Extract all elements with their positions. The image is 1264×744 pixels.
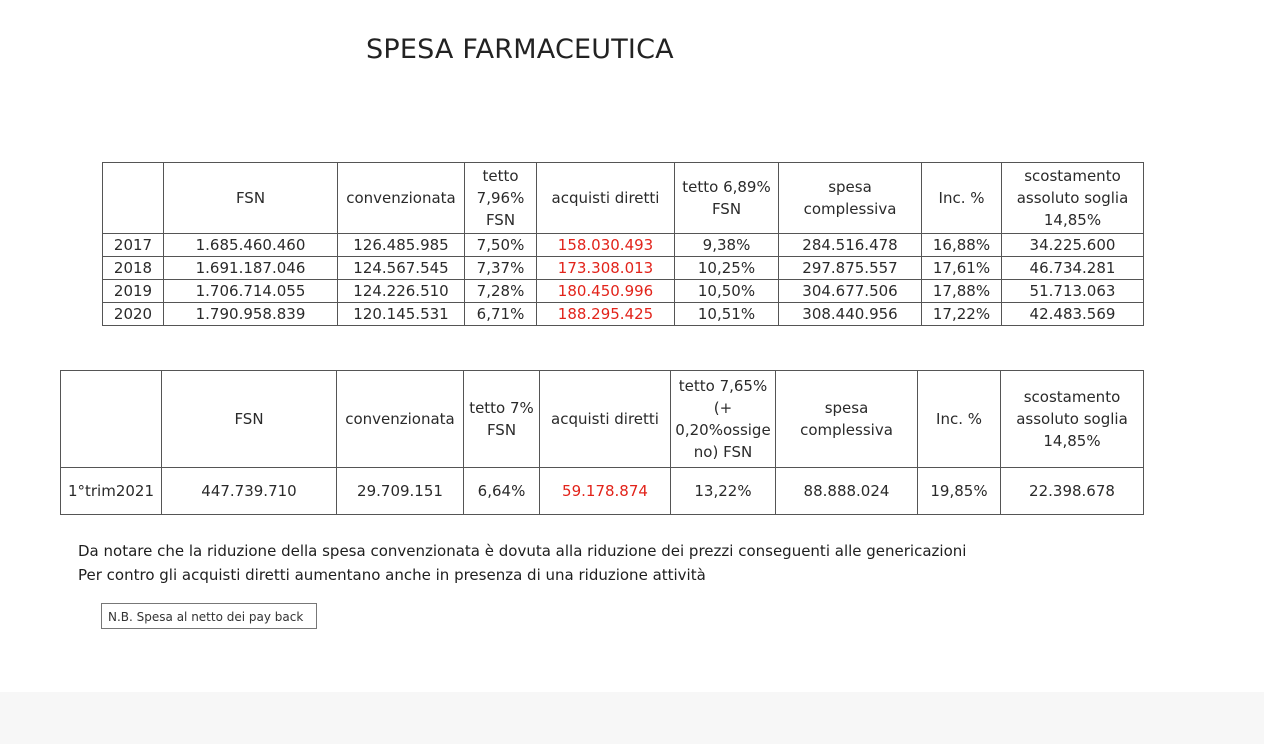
- cell-inc: 17,22%: [922, 303, 1002, 326]
- table-header-row: [103, 163, 1144, 234]
- cell-tetto-diretti: 9,38%: [675, 234, 779, 257]
- cell-tetto: 7,28%: [465, 280, 537, 303]
- header-cell-scostamento: scostamento assoluto soglia 14,85%: [1002, 163, 1144, 234]
- cell-spesa-complessiva: 304.677.506: [779, 280, 922, 303]
- cell-scostamento: 46.734.281: [1002, 257, 1144, 280]
- header-cell-tetto: tetto 7% FSN: [464, 371, 540, 468]
- cell-convenzionata: 124.226.510: [338, 280, 465, 303]
- cell-spesa-complessiva: 297.875.557: [779, 257, 922, 280]
- header-cell-acquisti-diretti: acquisti diretti: [540, 371, 671, 468]
- cell-year: 2017: [103, 234, 164, 257]
- pharma-spending-table-q1-2021: [60, 370, 1144, 515]
- header-cell-fsn: FSN: [164, 163, 338, 234]
- cell-inc: 17,61%: [922, 257, 1002, 280]
- header-cell-scostamento: scostamento assoluto soglia 14,85%: [1001, 371, 1144, 468]
- cell-tetto: 7,37%: [465, 257, 537, 280]
- cell-acquisti-diretti: 188.295.425: [537, 303, 675, 326]
- cell-inc: 16,88%: [922, 234, 1002, 257]
- cell-fsn: 1.706.714.055: [164, 280, 338, 303]
- table-row: [61, 468, 1144, 515]
- cell-tetto: 7,50%: [465, 234, 537, 257]
- cell-spesa-complessiva: 88.888.024: [776, 468, 918, 515]
- cell-acquisti-diretti: 180.450.996: [537, 280, 675, 303]
- pharma-spending-table-2017-2020: [102, 162, 1144, 326]
- header-cell-period: [61, 371, 162, 468]
- header-cell-fsn: FSN: [162, 371, 337, 468]
- cell-spesa-complessiva: 284.516.478: [779, 234, 922, 257]
- page-title: SPESA FARMACEUTICA: [366, 34, 674, 65]
- cell-tetto-diretti: 10,50%: [675, 280, 779, 303]
- header-cell-convenzionata: convenzionata: [338, 163, 465, 234]
- cell-fsn: 447.739.710: [162, 468, 337, 515]
- header-cell-year: [103, 163, 164, 234]
- header-cell-tetto-diretti: tetto 7,65%(+ 0,20%ossige no) FSN: [671, 371, 776, 468]
- header-cell-tetto: tetto 7,96% FSN: [465, 163, 537, 234]
- header-cell-tetto-diretti: tetto 6,89% FSN: [675, 163, 779, 234]
- cell-tetto: 6,71%: [465, 303, 537, 326]
- cell-acquisti-diretti: 59.178.874: [540, 468, 671, 515]
- cell-acquisti-diretti: 158.030.493: [537, 234, 675, 257]
- header-cell-spesa-complessiva: spesa complessiva: [779, 163, 922, 234]
- cell-year: 2019: [103, 280, 164, 303]
- cell-year: 2020: [103, 303, 164, 326]
- note-text: Da notare che la riduzione della spesa convenzionata è dovuta alla riduzione dei prezzi conseguenti alle genericazioni: [78, 542, 967, 560]
- header-cell-convenzionata: convenzionata: [337, 371, 464, 468]
- table-header-row: [61, 371, 1144, 468]
- cell-acquisti-diretti: 173.308.013: [537, 257, 675, 280]
- footnote-box: N.B. Spesa al netto dei pay back: [101, 603, 317, 629]
- table-row: [103, 280, 1144, 303]
- cell-fsn: 1.691.187.046: [164, 257, 338, 280]
- cell-fsn: 1.790.958.839: [164, 303, 338, 326]
- bottom-band: [0, 692, 1264, 744]
- header-cell-inc: Inc. %: [918, 371, 1001, 468]
- cell-convenzionata: 120.145.531: [338, 303, 465, 326]
- cell-convenzionata: 124.567.545: [338, 257, 465, 280]
- cell-year: 2018: [103, 257, 164, 280]
- cell-tetto-diretti: 13,22%: [671, 468, 776, 515]
- table-row: [103, 303, 1144, 326]
- cell-fsn: 1.685.460.460: [164, 234, 338, 257]
- cell-spesa-complessiva: 308.440.956: [779, 303, 922, 326]
- cell-inc: 17,88%: [922, 280, 1002, 303]
- table-row: [103, 234, 1144, 257]
- cell-scostamento: 42.483.569: [1002, 303, 1144, 326]
- table-row: [103, 257, 1144, 280]
- cell-scostamento: 22.398.678: [1001, 468, 1144, 515]
- cell-tetto-diretti: 10,25%: [675, 257, 779, 280]
- cell-tetto-diretti: 10,51%: [675, 303, 779, 326]
- cell-convenzionata: 126.485.985: [338, 234, 465, 257]
- cell-scostamento: 51.713.063: [1002, 280, 1144, 303]
- header-cell-acquisti-diretti: acquisti diretti: [537, 163, 675, 234]
- note-text: Per contro gli acquisti diretti aumentano anche in presenza di una riduzione attività: [78, 566, 706, 584]
- cell-scostamento: 34.225.600: [1002, 234, 1144, 257]
- cell-convenzionata: 29.709.151: [337, 468, 464, 515]
- cell-tetto: 6,64%: [464, 468, 540, 515]
- header-cell-spesa-complessiva: spesa complessiva: [776, 371, 918, 468]
- cell-period: 1°trim2021: [61, 468, 162, 515]
- cell-inc: 19,85%: [918, 468, 1001, 515]
- header-cell-inc: Inc. %: [922, 163, 1002, 234]
